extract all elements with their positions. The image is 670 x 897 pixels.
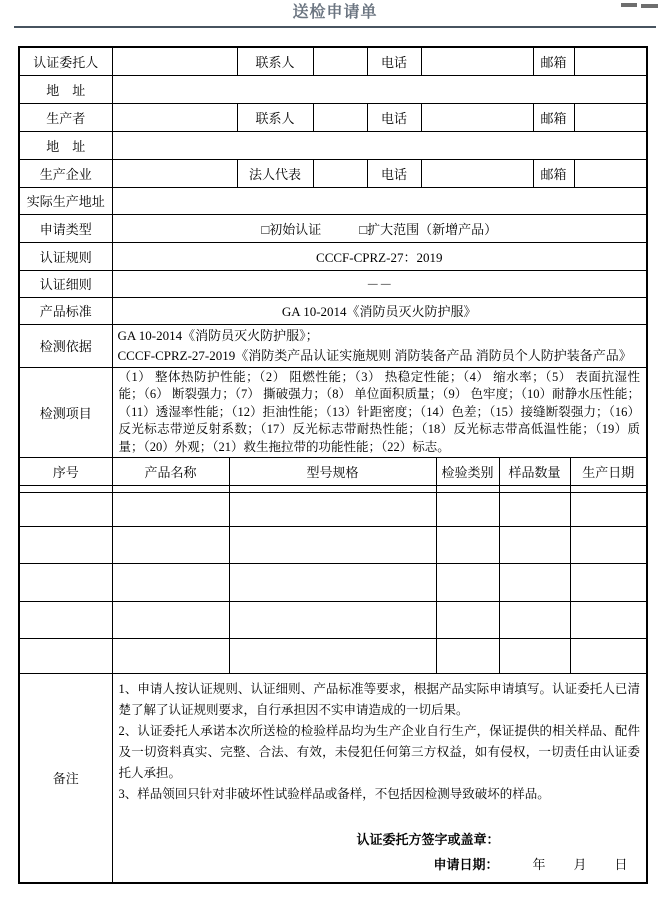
product-cell[interactable]	[436, 527, 499, 564]
cert-detail-label: 认证细则	[19, 270, 112, 297]
column-header-sample-qty: 样品数量	[499, 458, 570, 486]
date-month-label: 月	[573, 857, 587, 872]
cert-rule-label: 认证规则	[19, 242, 112, 270]
applicant-address-cell[interactable]	[112, 75, 647, 103]
product-standard-value: GA 10-2014《消防员灭火防护服》	[112, 297, 647, 324]
actual-address-cell[interactable]	[112, 187, 647, 214]
product-cell[interactable]	[499, 527, 570, 564]
product-cell[interactable]	[19, 564, 112, 602]
page-title: 送检申请单	[292, 4, 378, 21]
checkbox-expand-scope[interactable]: □扩大范围（新增产品）	[359, 221, 498, 237]
application-date-line	[119, 854, 641, 875]
producer-email-label: 邮箱	[533, 103, 574, 131]
manufacturer-row	[19, 159, 647, 187]
producer-email-cell[interactable]	[574, 103, 647, 131]
date-year-label: 年	[532, 857, 546, 872]
column-header-product-name: 产品名称	[112, 458, 229, 486]
test-items-label: 检测项目	[19, 367, 112, 458]
product-cell[interactable]	[436, 639, 499, 674]
cert-rule-value: CCCF-CPRZ-27：2019	[112, 242, 647, 270]
clipped-corner-text	[621, 3, 658, 8]
product-cell[interactable]	[570, 527, 647, 564]
application-type-label: 申请类型	[19, 214, 112, 242]
spacer-row	[19, 486, 647, 493]
test-items-text: （1） 整体热防护性能；（2） 阻燃性能；（3） 热稳定性能；（4） 缩水率；（5） 表面抗湿性能；（6） 断裂强力；（7） 撕破强力；（8） 单位面积质量；（9） 色牢度；（10）耐静水压性能；（11）透湿率性能；（12）拒油性能；（13）针距密度；（14）色差；（15）接缝断裂强力；（16）反光标志带逆反射系数；（17）反光标志带耐热性能；（18）反光标志带高低温性能；（19）质量；（20）外观；（21）救生拖拉带的功能性能；（22）标志。	[118, 369, 640, 454]
applicant-address-row	[19, 75, 647, 103]
product-cell[interactable]	[112, 639, 229, 674]
cert-detail-row	[19, 270, 647, 297]
applicant-phone-label: 电话	[367, 47, 421, 75]
product-cell[interactable]	[570, 639, 647, 674]
product-cell[interactable]	[229, 602, 436, 639]
cert-rule-row	[19, 242, 647, 270]
column-header-model-spec: 型号规格	[229, 458, 436, 486]
manufacturer-legal-rep-cell[interactable]	[313, 159, 367, 187]
manufacturer-name-cell[interactable]	[112, 159, 237, 187]
applicant-email-cell[interactable]	[574, 47, 647, 75]
producer-phone-cell[interactable]	[421, 103, 533, 131]
producer-name-cell[interactable]	[112, 103, 237, 131]
producer-address-row	[19, 131, 647, 159]
product-row	[19, 527, 647, 564]
remark-item-2: 2、认证委托人承诺本次所送检的检验样品均为生产企业自行生产，保证提供的相关样品、配件及一切资料真实、完整、合法、有效，未侵犯任何第三方权益，如有侵权，一切责任由认证委托人承担。	[118, 724, 640, 780]
product-cell[interactable]	[19, 602, 112, 639]
checkbox-initial-certification[interactable]: □初始认证	[261, 221, 322, 237]
info-table	[18, 46, 648, 458]
product-cell[interactable]	[570, 602, 647, 639]
manufacturer-legal-rep-label: 法人代表	[237, 159, 313, 187]
remark-table	[18, 673, 648, 884]
product-cell[interactable]	[229, 527, 436, 564]
application-type-cell	[112, 214, 647, 242]
remark-label: 备注	[19, 674, 112, 883]
product-header-row	[19, 458, 647, 486]
producer-row	[19, 103, 647, 131]
test-basis-cell	[112, 324, 647, 367]
remark-item-1: 1、申请人按认证规则、认证细则、产品标准等要求，根据产品实际申请填写。认证委托人已清楚了解了认证规则要求，自行承担因不实申请造成的一切后果。	[118, 682, 640, 717]
test-basis-line-1: GA 10-2014《消防员灭火防护服》；	[117, 327, 319, 343]
product-cell[interactable]	[499, 639, 570, 674]
product-standard-row	[19, 297, 647, 324]
test-items-cell	[112, 367, 647, 458]
product-cell[interactable]	[436, 493, 499, 527]
manufacturer-email-cell[interactable]	[574, 159, 647, 187]
product-cell[interactable]	[19, 493, 112, 527]
product-standard-label: 产品标准	[19, 297, 112, 324]
product-cell[interactable]	[112, 564, 229, 602]
applicant-phone-cell[interactable]	[421, 47, 533, 75]
producer-contact-cell[interactable]	[313, 103, 367, 131]
applicant-contact-label: 联系人	[237, 47, 313, 75]
product-cell[interactable]	[19, 527, 112, 564]
column-header-production-date: 生产日期	[570, 458, 647, 486]
test-basis-label: 检测依据	[19, 324, 112, 367]
product-table	[18, 457, 648, 674]
date-day-label: 日	[614, 857, 628, 872]
product-cell[interactable]	[499, 564, 570, 602]
column-header-inspection-type: 检验类别	[436, 458, 499, 486]
manufacturer-phone-label: 电话	[367, 159, 421, 187]
actual-address-row	[19, 187, 647, 214]
product-cell[interactable]	[436, 564, 499, 602]
product-cell[interactable]	[499, 602, 570, 639]
application-type-row	[19, 214, 647, 242]
product-cell[interactable]	[570, 564, 647, 602]
cert-detail-value: －－	[112, 270, 647, 297]
remark-item-3: 3、样品领回只针对非破坏性试验样品或备样，不包括因检测导致破坏的样品。	[118, 787, 550, 801]
product-cell[interactable]	[499, 493, 570, 527]
producer-address-cell[interactable]	[112, 131, 647, 159]
applicant-row	[19, 47, 647, 75]
applicant-email-label: 邮箱	[533, 47, 574, 75]
producer-address-label: 地 址	[19, 131, 112, 159]
signature-label-text: 认证委托方签字或盖章：	[356, 832, 500, 847]
title-divider	[14, 26, 656, 28]
product-cell[interactable]	[19, 639, 112, 674]
test-basis-line-2: CCCF-CPRZ-27-2019《消防类产品认证实施规则 消防装备产品 消防员个人防护装备产品》	[117, 347, 632, 363]
column-header-seq: 序号	[19, 458, 112, 486]
manufacturer-phone-cell[interactable]	[421, 159, 533, 187]
application-form	[18, 46, 646, 884]
product-row	[19, 493, 647, 527]
manufacturer-label: 生产企业	[19, 159, 112, 187]
signature-label	[119, 829, 641, 850]
product-cell[interactable]	[112, 527, 229, 564]
product-row	[19, 564, 647, 602]
product-cell[interactable]	[570, 493, 647, 527]
product-row	[19, 639, 647, 674]
manufacturer-email-label: 邮箱	[533, 159, 574, 187]
actual-address-label: 实际生产地址	[19, 187, 112, 214]
product-cell[interactable]	[229, 564, 436, 602]
applicant-address-label: 地 址	[19, 75, 112, 103]
producer-contact-label: 联系人	[237, 103, 313, 131]
test-items-row	[19, 367, 647, 458]
date-label: 申请日期：	[433, 857, 499, 872]
applicant-contact-cell[interactable]	[313, 47, 367, 75]
applicant-label: 认证委托人	[19, 47, 112, 75]
product-cell[interactable]	[229, 493, 436, 527]
product-row	[19, 602, 647, 639]
applicant-name-cell[interactable]	[112, 47, 237, 75]
remark-content	[112, 674, 647, 883]
product-cell[interactable]	[229, 639, 436, 674]
producer-label: 生产者	[19, 103, 112, 131]
remark-row	[19, 674, 647, 883]
test-basis-row	[19, 324, 647, 367]
product-cell[interactable]	[112, 493, 229, 527]
product-cell[interactable]	[436, 602, 499, 639]
product-cell[interactable]	[112, 602, 229, 639]
producer-phone-label: 电话	[367, 103, 421, 131]
